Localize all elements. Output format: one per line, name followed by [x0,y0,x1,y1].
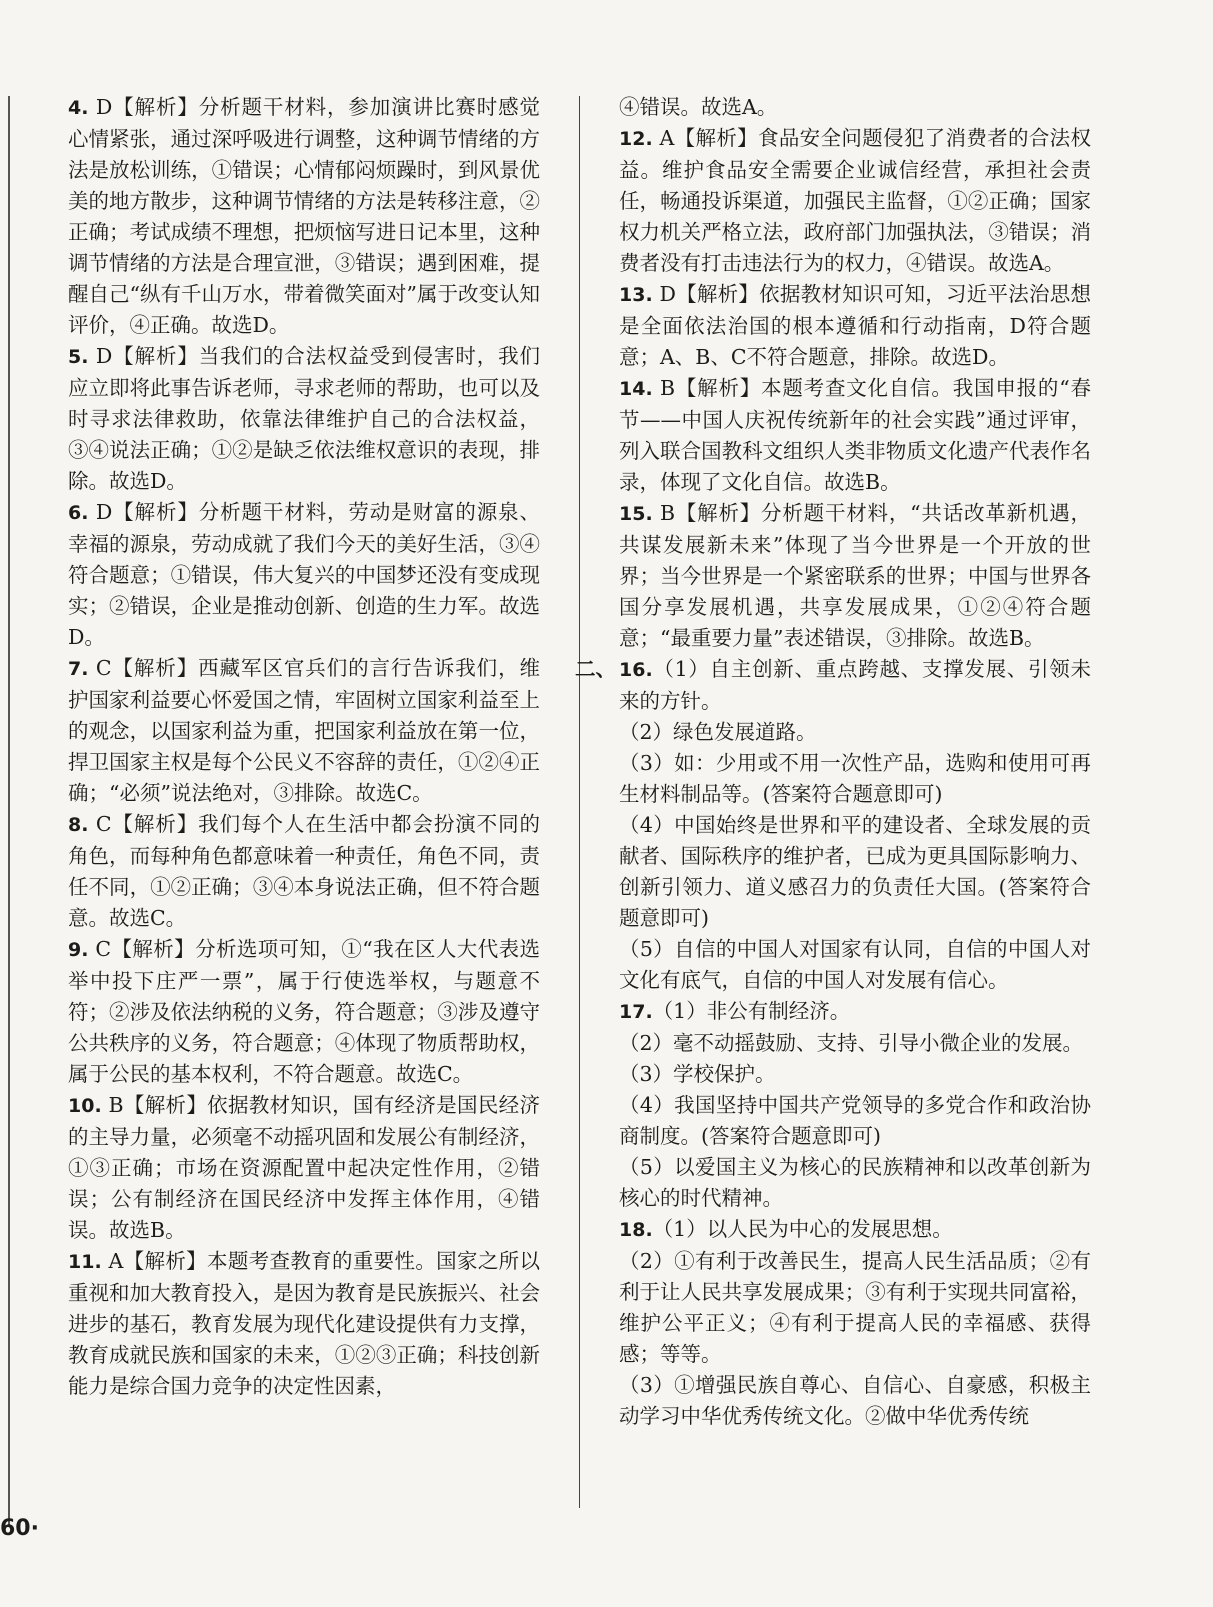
answer-item-18: 18.（1）以人民为中心的发展思想。 [619,1217,953,1241]
answer-18-part-2: （2）①有利于改善民生，提高人民生活品质；②有利于让人民共享发展成果；③有利于实现共同富裕，维护公平正义；④有利于提高人民的幸福感、获得感；等等。 [619,1249,1091,1366]
section-two-marker: 二、 [575,657,616,681]
answer-item-4: 4. D【解析】分析题干材料，参加演讲比赛时感觉心情紧张，通过深呼吸进行调整，这种调节情绪的方法是放松训练，①错误；心情郁闷烦躁时，到风景优美的地方散步，这种调节情绪的方法是转移注意，②正确；考试成绩不理想，把烦恼写进日记本里，这种调节情绪的方法是合理宣泄，③错误；遇到困难，提醒自己“纵有千山万水，带着微笑面对”属于改变认知评价，④正确。故选D。 [68,95,540,337]
answer-17-part-2: （2）毫不动摇鼓励、支持、引导小微企业的发展。 [619,1031,1084,1055]
left-column [68,92,540,1402]
page-number: 60· [0,1516,39,1541]
answer-18-part-3: （3）①增强民族自尊心、自信心、自豪感，积极主动学习中华优秀传统文化。②做中华优秀传统 [619,1373,1091,1428]
answer-16-part-4: （4）中国始终是世界和平的建设者、全球发展的贡献者、国际秩序的维护者，已成为更具国际影响力、创新引领力、道义感召力的负责任大国。(答案符合题意即可) [619,813,1091,930]
answer-item-15: 15. B【解析】分析题干材料，“共话改革新机遇，共谋发展新未来”体现了当今世界是一个开放的世界；当今世界是一个紧密联系的世界；中国与世界各国分享发展机遇，共享发展成果，①②④符合题意；“最重要力量”表述错误，③排除。故选B。 [619,501,1091,650]
answer-item-16: 16.（1）自主创新、重点跨越、支撑发展、引领未来的方针。 [619,657,1091,713]
section-two [575,654,1091,1432]
answer-17-part-3: （3）学校保护。 [619,1062,776,1086]
answer-item-7: 7. C【解析】西藏军区官兵们的言行告诉我们，维护国家利益要心怀爱国之情，牢固树立国家利益至上的观念，以国家利益为重，把国家利益放在第一位，捍卫国家主权是每个公民义不容辞的责任，①②④正确；“必须”说法绝对，③排除。故选C。 [68,656,540,805]
answer-17-part-4: （4）我国坚持中国共产党领导的多党合作和政治协商制度。(答案符合题意即可) [619,1093,1091,1148]
answer-17-part-5: （5）以爱国主义为核心的民族精神和以改革创新为核心的时代精神。 [619,1155,1091,1210]
answer-item-11-continued: ④错误。故选A。 [619,95,778,119]
answer-item-5: 5. D【解析】当我们的合法权益受到侵害时，我们应立即将此事告诉老师，寻求老师的帮助，也可以及时寻求法律救助，依靠法律维护自己的合法权益，③④说法正确；①②是缺乏依法维权意识的表现，排除。故选D。 [68,344,540,493]
answer-16-part-5: （5）自信的中国人对国家有认同，自信的中国人对文化有底气，自信的中国人对发展有信心。 [619,937,1091,992]
answer-item-10: 10. B【解析】依据教材知识，国有经济是国民经济的主导力量，必须毫不动摇巩固和发展公有制经济，①③正确；市场在资源配置中起决定性作用，②错误；公有制经济在国民经济中发挥主体作用，④错误。故选B。 [68,1093,540,1242]
answer-item-13: 13. D【解析】依据教材知识可知，习近平法治思想是全面依法治国的根本遵循和行动指南，D符合题意；A、B、C不符合题意，排除。故选D。 [619,282,1091,369]
answer-item-9: 9. C【解析】分析选项可知，①“我在区人大代表选举中投下庄严一票”，属于行使选举权，与题意不符；②涉及依法纳税的义务，符合题意；③涉及遵守公共秩序的义务，符合题意；④体现了物质帮助权，属于公民的基本权利，不符合题意。故选C。 [68,937,540,1086]
answer-item-6: 6. D【解析】分析题干材料，劳动是财富的源泉、幸福的源泉，劳动成就了我们今天的美好生活，③④符合题意；①错误，伟大复兴的中国梦还没有变成现实；②错误，企业是推动创新、创造的生力军。故选D。 [68,500,540,649]
column-divider [579,96,580,1508]
answer-item-14: 14. B【解析】本题考查文化自信。我国申报的“春节——中国人庆祝传统新年的社会实践”通过评审，列入联合国教科文组织人类非物质文化遗产代表作名录，体现了文化自信。故选B。 [619,376,1091,494]
answer-item-11: 11. A【解析】本题考查教育的重要性。国家之所以重视和加大教育投入，是因为教育是民族振兴、社会进步的基石，教育发展为现代化建设提供有力支撑，教育成就民族和国家的未来，①②③正确；科技创新能力是综合国力竞争的决定性因素， [68,1249,540,1398]
answer-16-part-2: （2）绿色发展道路。 [619,720,817,744]
answer-item-17: 17.（1）非公有制经济。 [619,999,851,1023]
page-binding-edge [8,96,10,1526]
answer-item-12: 12. A【解析】食品安全问题侵犯了消费者的合法权益。维护食品安全需要企业诚信经营，承担社会责任，畅通投诉渠道，加强民主监督，①②正确；国家权力机关严格立法，政府部门加强执法，③错误；消费者没有打击违法行为的权力，④错误。故选A。 [619,126,1091,275]
answer-item-8: 8. C【解析】我们每个人在生活中都会扮演不同的角色，而每种角色都意味着一种责任，角色不同，责任不同，①②正确；③④本身说法正确，但不符合题意。故选C。 [68,812,540,930]
right-column [575,92,1091,1432]
answer-16-part-3: （3）如：少用或不用一次性产品，选购和使用可再生材料制品等。(答案符合题意即可) [619,751,1091,806]
